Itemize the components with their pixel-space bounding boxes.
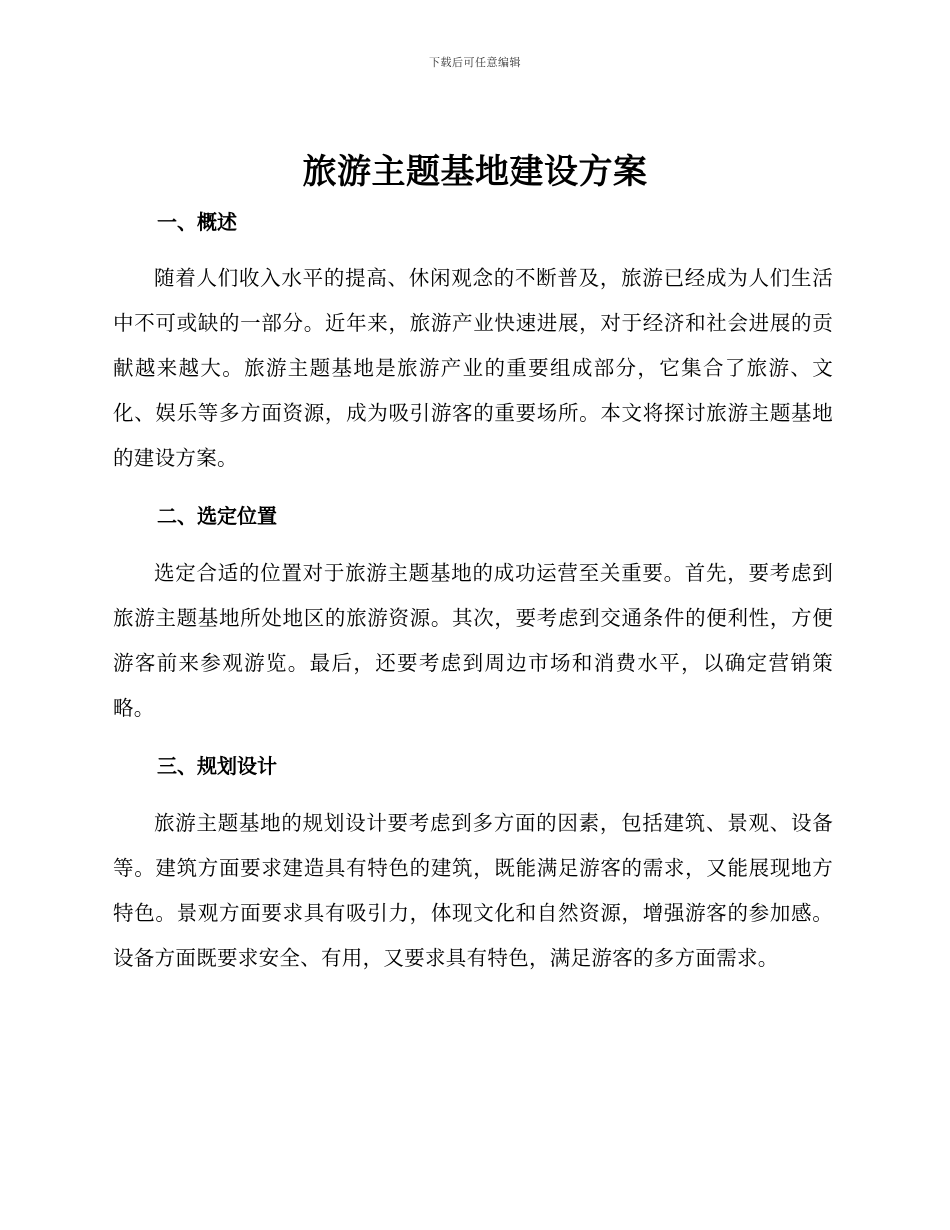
section-heading-location: 二、选定位置 xyxy=(157,504,277,528)
section-heading-planning: 三、规划设计 xyxy=(157,754,277,778)
section-body-overview: 随着人们收入水平的提高、休闲观念的不断普及，旅游已经成为人们生活中不可或缺的一部分。近年来，旅游产业快速进展，对于经济和社会进展的贡献越来越大。旅游主题基地是旅游产业的重要组成部分，它集合了旅游、文化、娱乐等多方面资源，成为吸引游客的重要场所。本文将探讨旅游主题基地的建设方案。 xyxy=(113,266,833,470)
section-heading-overview: 一、概述 xyxy=(157,210,237,234)
header-note: 下载后可任意编辑 xyxy=(429,56,521,69)
section-body-location: 选定合适的位置对于旅游主题基地的成功运营至关重要。首先，要考虑到旅游主题基地所处地区的旅游资源。其次，要考虑到交通条件的便利性，方便游客前来参观游览。最后，还要考虑到周边市场和消费水平，以确定营销策略。 xyxy=(113,561,833,720)
document-title: 旅游主题基地建设方案 xyxy=(302,152,648,192)
section-body-planning: 旅游主题基地的规划设计要考虑到多方面的因素，包括建筑、景观、设备等。建筑方面要求建造具有特色的建筑，既能满足游客的需求，又能展现地方特色。景观方面要求具有吸引力，体现文化和自然资源，增强游客的参加感。设备方面既要求安全、有用，又要求具有特色，满足游客的多方面需求。 xyxy=(113,811,833,970)
